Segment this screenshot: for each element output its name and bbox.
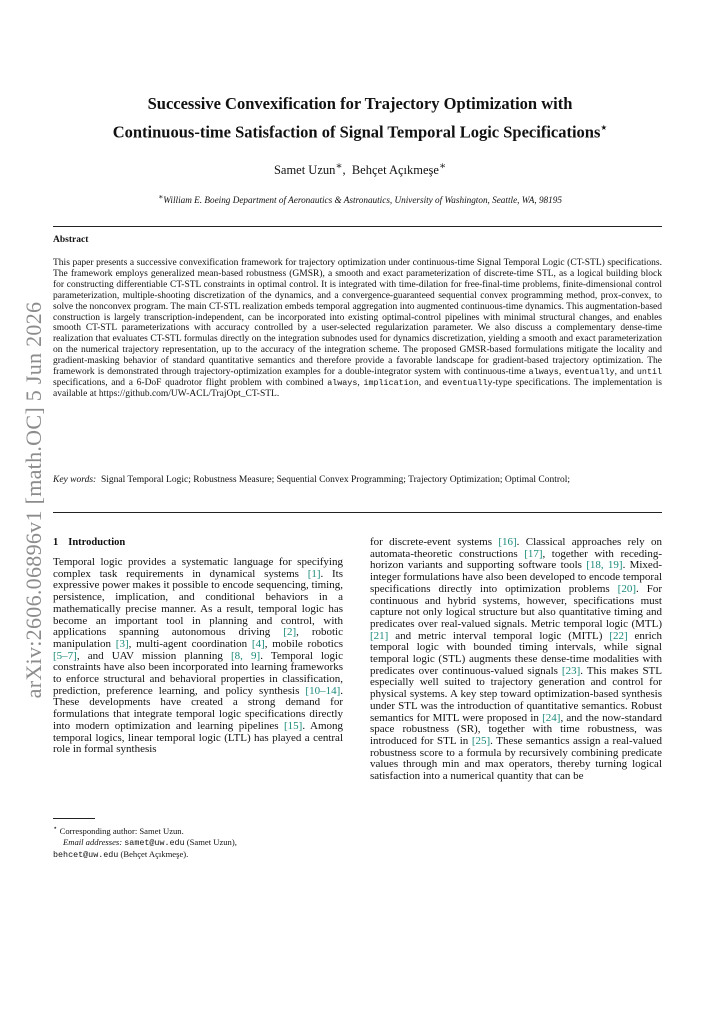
abstract-text-3: -type specifications. The implementation is available at https://github.com/UW-ACL/TrajOpt_CT-STL. [53, 377, 662, 399]
intro-text: . For continuous and hybrid systems, however, specifications must capture not only logical structure but also quantitative timing and predicates over real-valued signals. Metric temporal logic (MTL) [370, 582, 662, 630]
section-number: 1 [53, 537, 59, 548]
intro-text: , together with receding-horizon variants and supporting software tools [370, 547, 662, 572]
intro-text: . This makes STL especially well suited to trajectory generation and control for physical systems. A key step toward optimization-based synthesis under STL was the introduction of quantitative semantics. Robust semantics for MITL were proposed in [370, 664, 662, 724]
intro-text: , multi-agent coordination [128, 637, 252, 650]
keywords-text: Signal Temporal Logic; Robustness Measure; Sequential Convex Programming; Trajectory Optimization; Optimal Control; [100, 475, 571, 485]
keyword-until: until [636, 367, 663, 378]
footnote-email-label: Email addresses: [63, 836, 123, 847]
intro-left-column [53, 557, 343, 756]
top-rule [53, 226, 662, 227]
citation-link[interactable]: [8, 9] [231, 649, 261, 662]
citation-link[interactable]: [10–14] [305, 684, 341, 697]
email-link-2[interactable]: behcet@uw.edu [53, 849, 119, 860]
footnote-corresponding-text: Corresponding author: Samet Uzun. [59, 825, 184, 836]
citation-link[interactable]: [2] [283, 626, 297, 639]
keywords [53, 475, 662, 486]
intro-text: . These semantics assign a real-valued robustness score to a formula by recursively combining predicate values through min and max operators, thereby turning logical satisfaction into a numerical quantity that can be [370, 734, 663, 783]
citation-link[interactable]: [16] [498, 536, 517, 548]
intro-text: and metric interval temporal logic (MITL) [388, 629, 610, 642]
citation-link[interactable]: [24] [542, 711, 561, 724]
affiliation-mark: ∗ [158, 192, 164, 201]
footnote-emails [53, 837, 343, 849]
footnote-rule [53, 818, 95, 819]
keywords-label: Key words: [53, 475, 97, 485]
author-2: Behçet Açıkmeşe [351, 163, 439, 178]
intro-text: enrich temporal logic with bounded timing intervals, while signal temporal logic (STL) augments these dense-time modalities with predicates over continuous-valued signals [370, 629, 663, 677]
arxiv-sidebar-stamp [14, 290, 54, 710]
footnote [53, 823, 343, 861]
email-link-1[interactable]: samet@uw.edu [124, 837, 185, 848]
section-heading [53, 537, 125, 548]
intro-text: . These developments have created a strong demand for formulations that integrate temporal logic specifications directly into modern optimization and learning pipelines [53, 684, 343, 732]
affiliation [60, 192, 660, 205]
keyword-eventually: eventually [564, 367, 615, 378]
citation-link[interactable]: [5–7] [53, 649, 77, 662]
footnote-corresponding [53, 823, 343, 837]
keyword-implication: implication [363, 377, 419, 388]
title-footnote-mark: ⋆ [600, 122, 608, 134]
author-list: Samet Uzun∗, Behçet Açıkmeşe∗ [273, 161, 447, 178]
intro-text: . Temporal logic constraints have also been incorporated into learning frameworks to enforce structural and behavioral properties in classification, prediction, preference learning, and policy synthesis [53, 649, 343, 697]
intro-text: for discrete-event systems [370, 536, 499, 548]
author-1-mark: ∗ [335, 161, 343, 172]
title-line-1: Successive Convexification for Trajectory Optimization with [147, 94, 573, 113]
citation-link[interactable]: [25] [471, 734, 491, 747]
citation-link[interactable]: [17] [524, 547, 543, 560]
intro-text: , robotic manipulation [53, 626, 343, 650]
citation-link[interactable]: [23] [561, 664, 581, 677]
intro-right-column [370, 537, 662, 783]
arxiv-identifier: arXiv:2606.06896v1 [math.OC] 5 Jun 2026 [21, 301, 46, 699]
author-2-mark: ∗ [438, 161, 447, 172]
footnote-mark: ⋆ [53, 824, 58, 832]
title-line-2 [60, 116, 660, 145]
citation-link[interactable]: [3] [115, 637, 129, 650]
intro-text: , and the now-standard space robustness (SR), together with time robustness, was introduced for STL in [370, 711, 662, 747]
citation-link[interactable]: [18, 19] [586, 559, 623, 572]
section-title: Introduction [68, 537, 126, 548]
abstract-text-1: This paper presents a successive convexification framework for trajectory optimization under continuous-time Signal Temporal Logic (CT-STL) specifications. The framework employs generalized mean-based robustness (GMSR), a smooth and exact parameterization of discrete-time STL, as a logical building block for constructing differentiable CT-STL constraints in optimal control. It is integrated with time-dilation for free-final-time problems, finite-dimensional control parameterization, multiple-shooting discretization of the dynamics, and a convergence-guaranteed sequential convex programming method, prox-convex, to solve the nonconvex program. The main CT-STL realization embeds temporal aggregation into augmented continuous-time dynamics. This augmentation-based construction is largely transcription-independent, can be incorporated into existing optimal-control pipelines with minimal structural changes, and enables smooth CT-STL parameterizations with accuracy controlled by a user-selected regularization parameter. We also discuss a complementary dense-time realization that evaluates CT-STL formulas directly on the integration subnodes used for dynamics discretization, yielding a smooth and exact parameterization on the numerical trajectory representation, up to the accuracy of the integration scheme. The proposed GMSR-based formulations mitigate the locality and gradient-masking behavior of standard quantitative semantics and therefore provide a favorable landscape for gradient-based trajectory optimization. The framework is demonstrated through trajectory-optimization examples for a double-integrator system with continuous-time [53, 258, 662, 378]
abstract-and: , and [614, 367, 634, 378]
citation-link[interactable]: [1] [307, 567, 321, 580]
abstract-body: This paper presents a successive convexification framework for trajectory optimization under continuous-time Signal Temporal Logic (CT-STL) specifications. The framework employs generalized mean-based robustness (GMSR), a smooth and exact parameterization of discrete-time STL, as a logical building block for constructing differentiable CT-STL constraints in optimal control. It is integrated with time-dilation for free-final-time problems, finite-dimensional control parameterization, multiple-shooting discretization of the dynamics, and a convergence-guaranteed sequential convex programming method, prox-convex, to solve the nonconvex program. The main CT-STL realization embeds temporal aggregation into augmented continuous-time dynamics. This augmentation-based construction is largely transcription-independent, can be incorporated into existing optimal-control pipelines with minimal structural changes, and enables smooth CT-STL parameterizations with accuracy controlled by a user-selected regularization parameter. We also discuss a complementary dense-time realization that evaluates CT-STL formulas directly on the integration subnodes used for dynamics discretization, yielding a smooth and exact parameterization on the numerical trajectory representation, up to the accuracy of the integration scheme. The proposed GMSR-based formulations mitigate the locality and gradient-masking behavior of standard quantitative semantics and therefore provide a favorable landscape for gradient-based trajectory optimization. The framework is demonstrated through trajectory-optimization examples for a double-integrator system with continuous-time always, eventually, and until specifications, and a 6-DoF quadrotor flight problem with combined always, implication, and eventually-type specifications. The implementation is available at https://github.com/UW-ACL/TrajOpt_CT-STL. [53, 258, 663, 399]
email-1-owner: (Samet Uzun), [186, 836, 237, 847]
intro-text: , and UAV mission planning [76, 649, 232, 662]
keyword-always: always [528, 367, 559, 378]
citation-link[interactable]: [4] [251, 637, 265, 650]
abstract-bottom-rule [53, 512, 662, 513]
citation-link[interactable]: [22] [609, 629, 628, 642]
title-line-2-text: Continuous-time Satisfaction of Signal Temporal Logic Specifications [112, 122, 601, 142]
intro-text: Temporal logic provides a systematic language for specifying complex task requirements in dynamical systems [53, 556, 343, 580]
keyword-always-2: always [327, 377, 358, 388]
footnote-emails-2 [53, 849, 343, 861]
intro-text: . Its expressive power makes it possible to encode sequencing, timing, persistence, implication, and conditional behaviors in a mathematically precise manner. As a result, temporal logic has become an important tool in planning and control, with applications spanning autonomous driving [53, 567, 344, 639]
intro-text: , mobile robotics [264, 637, 343, 650]
paper-title [60, 92, 660, 145]
author-1: Samet Uzun [273, 163, 336, 178]
email-2-owner: (Behçet Açıkmeşe). [120, 848, 189, 859]
citation-link[interactable]: [21] [370, 629, 389, 642]
intro-text: . Mixed-integer formulations have also been developed to encode temporal specifications directly into optimization problems [370, 559, 663, 595]
intro-text: . Among temporal logics, linear temporal logic (LTL) has played a central role in formal synthesis [53, 719, 343, 756]
affiliation-text: William E. Boeing Department of Aeronautics & Astronautics, University of Washington, Seattle, WA, 98195 [163, 195, 562, 206]
citation-link[interactable]: [15] [284, 719, 303, 732]
citation-link[interactable]: [20] [617, 582, 636, 595]
abstract-heading: Abstract [53, 235, 89, 245]
intro-text: . Classical approaches rely on automata-theoretic constructions [370, 536, 662, 560]
abstract-text-2: specifications, and a 6-DoF quadrotor flight problem with combined [53, 377, 324, 388]
keyword-eventually-2: eventually [442, 377, 493, 388]
